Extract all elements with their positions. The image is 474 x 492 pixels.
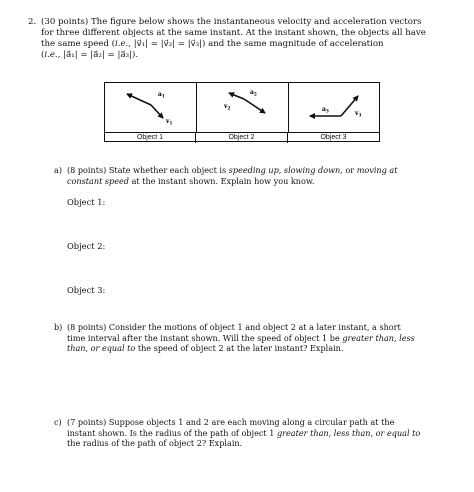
part-a-line2: at the instant shown. Explain how you know. [131, 175, 315, 186]
question-line4-close: ). [131, 50, 139, 60]
question-line3-ie: i.e., [114, 39, 132, 49]
part-a-text1: State whether each object is [108, 165, 227, 175]
question-line3-b: ) and the same magnitude of acceleration [202, 39, 384, 49]
part-b-points: (8 points) [67, 322, 107, 332]
part-c-points: (7 points) [67, 417, 107, 427]
object-3-v-label: $v_3$ [355, 110, 362, 118]
question-line3-a: the same speed ( [41, 39, 115, 49]
speed-equality: |v⃗₁| = |v⃗₂| = |v⃗₃| [133, 39, 203, 49]
part-a-label: a) [54, 165, 62, 175]
part-a-points: (8 points) [67, 165, 107, 175]
object-3-a-label: $a_3$ [322, 106, 329, 114]
part-a-options: speeding up, slowing down, [228, 165, 343, 175]
part-b-line1: Consider the motions of object 1 and object 2 at a later instant, a short [108, 322, 401, 332]
question-line4-open: ( [41, 50, 45, 60]
figure-caption-row [105, 132, 379, 143]
part-c-prompt [54, 417, 447, 449]
object-1-caption: Object 1 [105, 133, 196, 143]
object-2-a-label: $a_2$ [250, 89, 257, 97]
object-2-velocity-arrow [229, 93, 244, 99]
object-1-acceleration-arrow [127, 94, 151, 105]
part-c-label: c) [54, 417, 62, 427]
part-c-line1: Suppose objects 1 and 2 are each moving along a circular path at the [108, 417, 395, 427]
question-points: (30 points) [41, 17, 89, 27]
question-2-header [28, 17, 458, 61]
part-c-line3: the radius of the path of object 2? Explain. [67, 438, 243, 449]
object-2-answer-label: Object 2: [67, 241, 106, 251]
object-3-vectors [310, 96, 362, 118]
object-3-answer-label: Object 3: [67, 285, 106, 295]
vector-figure [104, 82, 380, 142]
part-a-option3: moving at [356, 165, 398, 175]
object-2-vectors [223, 89, 265, 113]
part-a-prompt [54, 165, 447, 186]
object-1-answer-label: Object 1: [67, 197, 106, 207]
question-line4-ie: i.e., [44, 50, 61, 60]
object-1-v-label: $v_1$ [166, 118, 173, 126]
acceleration-equality: |a⃗₁| = |a⃗₂| = |a⃗₃| [63, 50, 132, 60]
part-b-line2: time interval after the instant shown. Will the speed of object 1 be [67, 332, 340, 343]
part-c-line2-italic: greater than, less than, or equal to [276, 427, 421, 438]
part-a-constant-speed: constant speed [67, 175, 129, 186]
object-1-a-label: $a_1$ [158, 91, 165, 99]
object-1-velocity-arrow [151, 105, 163, 118]
object-3-caption: Object 3 [320, 134, 347, 141]
vector-diagram [105, 83, 379, 132]
question-number: 2. [28, 17, 37, 27]
part-a-or: or [345, 165, 355, 175]
part-b-label: b) [54, 322, 63, 332]
part-b-line3-italic: than, or equal to [67, 343, 136, 354]
part-b-line3: the speed of object 2 at the later instant? Explain. [137, 343, 344, 354]
question-line2: for three different objects at the same instant. At the instant shown, the objects all have [41, 28, 426, 38]
object-1-vectors [127, 91, 173, 126]
question-line1: The figure below shows the instantaneous velocity and acceleration vectors [90, 17, 422, 27]
part-b-prompt [54, 322, 447, 354]
object-2-caption: Object 2 [196, 133, 288, 143]
object-2-acceleration-arrow [244, 99, 265, 113]
object-2-v-label: $v_2$ [224, 103, 231, 111]
part-c-line2: instant shown. Is the radius of the path of object 1 [67, 427, 275, 438]
part-b-line2-italic: greater than, less [342, 332, 415, 343]
